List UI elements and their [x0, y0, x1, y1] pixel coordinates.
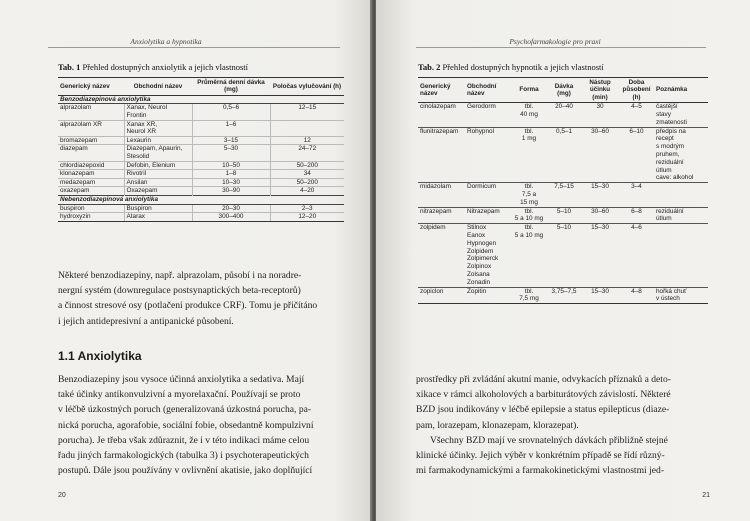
cell-line: Ansilan	[126, 178, 148, 186]
cell-generic-name	[58, 120, 124, 136]
cell-line: Stilnox	[467, 224, 487, 232]
cell-trade-name	[124, 120, 192, 136]
cell-line: Zolpinox	[467, 263, 492, 271]
cell-line: 4–6	[631, 224, 642, 232]
table-row	[58, 170, 344, 179]
cell-line: 20–40	[555, 103, 573, 111]
cell-form	[511, 207, 547, 224]
cell-line: Zolpimerck	[467, 255, 499, 263]
cell-generic-name	[58, 204, 124, 213]
cell-form	[511, 183, 547, 207]
cell-line: 5 a 10 mg	[514, 231, 544, 239]
cell-dose	[547, 127, 581, 183]
cell-trade-name	[124, 170, 192, 179]
cell-form	[511, 127, 547, 183]
cell-line: častější	[656, 103, 678, 111]
cell-line: recept	[656, 135, 674, 143]
cell-trade-name	[124, 213, 192, 222]
cell-line: útlum	[656, 215, 672, 223]
cell-line: tbl.	[524, 127, 534, 135]
cell-line: alprazolam	[60, 104, 92, 112]
cell-line: tbl.	[524, 287, 534, 295]
cell-line: reziduální	[656, 158, 684, 166]
cell-line: tbl.	[524, 103, 534, 111]
text-line: prostředky při zvládání akutní manie, odvykacích příznaků a deto-	[416, 374, 671, 385]
cell-line: 0,5–6	[223, 104, 239, 112]
cell-line: nitrazepam	[420, 207, 452, 215]
table-row	[418, 127, 708, 183]
cell-line: 5–10	[556, 207, 572, 215]
header-rule-right	[416, 47, 706, 48]
cell-note	[654, 103, 708, 127]
cell-line: 6–8	[631, 207, 642, 215]
cell-generic-name	[418, 207, 465, 224]
cell-line: 15–30	[591, 287, 609, 295]
cell-line: cave: alkohol	[656, 174, 694, 182]
cell-duration	[619, 103, 654, 127]
text-line: nergní systém (downregulace postsynaptických beta-receptorů)	[58, 285, 301, 297]
cell-generic-name	[58, 213, 124, 222]
text-line: v léčbě úzkostných poruch (generalizovaná úzkostná porucha, pa-	[58, 404, 312, 416]
cell-line: Buspiron	[126, 204, 152, 212]
cell-dose	[192, 120, 270, 136]
cell-line: 3–15	[223, 136, 239, 144]
cell-line: 20–30	[222, 204, 240, 212]
cell-line: zolpidem	[420, 224, 446, 232]
cell-note	[654, 207, 708, 224]
cell-line: Zopitin	[467, 287, 487, 295]
hypnotics-table	[418, 77, 708, 304]
cell-line: medazepam	[60, 178, 96, 186]
cell-dose	[192, 178, 270, 187]
cell-halflife	[270, 170, 344, 179]
cell-line: Zolpidem	[467, 247, 494, 255]
cell-trade-name	[124, 178, 192, 187]
cell-line: 3,75–7,5	[551, 287, 577, 295]
cell-dose	[192, 104, 270, 120]
cell-duration	[619, 207, 654, 224]
cell-onset	[581, 287, 619, 304]
cell-line: hořká chuť	[656, 287, 687, 295]
cell-trade-name	[124, 104, 192, 120]
cell-line: Eanox	[467, 231, 486, 239]
cell-onset	[581, 207, 619, 224]
table2-caption	[418, 62, 604, 72]
cell-generic-name	[58, 161, 124, 170]
cell-dose	[192, 213, 270, 222]
cell-line: 7,5–15	[554, 183, 574, 191]
text-line: BZD jsou indikovány v léčbě epilepsie a status epilepticus (diaze-	[416, 404, 670, 416]
col-header-dose: Dávka (mg)	[547, 78, 581, 103]
cell-line: Hypnogen	[467, 239, 497, 247]
cell-line: reziduální	[656, 207, 684, 215]
cell-trade-name	[124, 145, 192, 161]
cell-line: cinolazepam	[420, 103, 456, 111]
cell-line: 12–20	[298, 213, 317, 221]
cell-generic-name	[58, 104, 124, 120]
cell-line: Xanax, Neurol	[126, 104, 167, 112]
cell-generic-name	[418, 103, 465, 127]
cell-line: 12–15	[298, 104, 317, 112]
cell-trade-name	[465, 183, 511, 207]
table-header-row	[418, 78, 708, 103]
cell-line: 7,5 mg	[519, 295, 539, 303]
cell-dose	[547, 287, 581, 304]
cell-line: útlum	[656, 166, 672, 174]
cell-halflife	[270, 120, 344, 136]
cell-line: 1–8	[225, 170, 237, 178]
cell-line: 15–30	[591, 183, 609, 191]
cell-dose	[192, 145, 270, 161]
cell-duration	[619, 224, 654, 287]
cell-dose	[547, 103, 581, 127]
cell-note	[654, 183, 708, 207]
cell-line: 1 mg	[521, 135, 537, 143]
cell-line: flunitrazepam	[420, 127, 459, 135]
cell-line: 15 mg	[520, 198, 538, 206]
table-row	[58, 204, 344, 213]
cell-duration	[619, 287, 654, 304]
cell-line: stavy	[656, 111, 671, 119]
cell-line: 300–400	[218, 213, 244, 221]
col-header-halflife: Poločas vylučování (h)	[270, 78, 344, 96]
table-row	[418, 207, 708, 224]
cell-line: předpis na	[656, 127, 686, 135]
table-row	[58, 213, 344, 222]
text-line: řadu jiných farmakologických (tabulka 3) i psychoterapeutických	[58, 450, 309, 462]
text-line: porucha). Je třeba však zdůraznit, že i v této indikaci máme celou	[58, 434, 310, 446]
right-page	[376, 0, 750, 521]
table-row	[58, 187, 344, 196]
cell-line: Nitrazepam	[467, 207, 500, 215]
col-header-trade: Obchodní název	[124, 78, 192, 96]
cell-onset	[581, 183, 619, 207]
col-header-trade: Obchodní název	[465, 78, 511, 103]
paragraph-bzd-indications	[416, 372, 706, 478]
cell-halflife	[270, 213, 344, 222]
cell-trade-name	[465, 287, 511, 304]
cell-line: pruhem,	[656, 151, 680, 158]
section-row-nonbenzodiazepine	[58, 195, 344, 204]
cell-line: Atarax	[126, 213, 145, 221]
table-row	[58, 145, 344, 161]
table-row	[418, 224, 708, 287]
cell-line: Xanax XR,	[126, 120, 158, 128]
cell-form	[511, 224, 547, 287]
table-row	[58, 178, 344, 187]
cell-line: 12	[303, 136, 311, 144]
col-header-onset: Nástup účinku (min)	[581, 78, 619, 103]
cell-dose	[192, 187, 270, 196]
cell-generic-name	[58, 145, 124, 161]
cell-note	[654, 127, 708, 183]
cell-halflife	[270, 161, 344, 170]
cell-generic-name	[58, 170, 124, 179]
col-header-duration: Doba působení (h)	[619, 78, 654, 103]
cell-line: 4–8	[631, 287, 642, 295]
col-header-form: Forma	[511, 78, 547, 103]
cell-note	[654, 224, 708, 287]
cell-line: 24–72	[298, 145, 317, 153]
cell-line: midazolam	[420, 183, 451, 191]
text-line: mi farmakodynamickými a farmakokinetickými vlastnostmi jed-	[416, 465, 665, 477]
cell-line: 4–20	[300, 187, 315, 195]
cell-line: 30–60	[591, 127, 609, 135]
header-rule-left	[48, 47, 340, 48]
cell-dose	[547, 207, 581, 224]
cell-line: Zolsana	[467, 270, 490, 278]
cell-dose	[192, 136, 270, 145]
cell-line: tbl.	[524, 207, 534, 215]
section-label: Benzodiazepinová anxiolytika	[58, 95, 344, 104]
cell-line: alprazolam XR	[60, 120, 102, 128]
cell-line: Rohypnol	[467, 127, 495, 135]
cell-line: bromazepam	[60, 136, 98, 144]
text-line: Některé benzodiazepiny, např. alprazolam, působí i na noradre-	[58, 270, 302, 281]
cell-halflife	[270, 187, 344, 196]
cell-line: 10–30	[222, 178, 240, 186]
table-row	[418, 183, 708, 207]
cell-duration	[619, 183, 654, 207]
cell-line: Rivotril	[126, 170, 147, 178]
cell-line: Oxazepam	[126, 187, 158, 195]
cell-line: Stesolid	[126, 152, 150, 160]
cell-line: 50–200	[296, 178, 318, 186]
cell-trade-name	[465, 103, 511, 127]
text-line: pam, lorazepam, klonazepam, klorazepat).	[416, 419, 579, 431]
cell-line: buspiron	[60, 204, 85, 212]
cell-line: 30	[596, 103, 604, 111]
text-line: nická porucha, agorafobie, sociální fobie, obsedantně kompulzivní	[58, 419, 314, 431]
cell-dose	[547, 183, 581, 207]
cell-line: oxazepam	[60, 187, 90, 195]
col-header-note: Poznámka	[654, 78, 708, 103]
cell-line: 15–30	[591, 224, 609, 232]
cell-onset	[581, 103, 619, 127]
cell-trade-name	[124, 187, 192, 196]
table1-caption-text: Přehled dostupných anxiolytik a jejich vlastností	[82, 62, 248, 72]
cell-line: tbl.	[524, 183, 534, 191]
paragraph-anxiolytika	[58, 372, 344, 478]
cell-line: 6–10	[629, 127, 644, 135]
table2-caption-text: Přehled dostupných hypnotik a jejich vlastností	[442, 62, 604, 72]
section-row-benzodiazepine	[58, 95, 344, 104]
cell-line: diazepam	[60, 145, 88, 153]
cell-generic-name	[418, 183, 465, 207]
cell-line: chlordiazepoxid	[60, 161, 105, 169]
running-head-left: Anxiolytika a hypnotika	[130, 37, 202, 46]
page-number-right: 21	[702, 492, 710, 499]
cell-onset	[581, 224, 619, 287]
text-line: Všechny BZD mají ve srovnatelných dávkách přibližně stejné	[430, 434, 668, 446]
text-line: také účinky antikonvulzivní a myorelaxační. Používají se proto	[58, 389, 301, 401]
cell-dose	[192, 161, 270, 170]
text-line: Benzodiazepiny jsou vysoce účinná anxiolytika a sedativa. Mají	[58, 374, 305, 385]
cell-dose	[547, 224, 581, 287]
cell-dose	[192, 170, 270, 179]
cell-halflife	[270, 204, 344, 213]
cell-onset	[581, 127, 619, 183]
cell-generic-name	[58, 187, 124, 196]
cell-line: v ústech	[656, 295, 680, 303]
cell-line: Defobin, Elenium	[126, 161, 176, 169]
cell-line: Dormicum	[467, 183, 497, 191]
cell-trade-name	[465, 207, 511, 224]
cell-form	[511, 287, 547, 304]
text-line: klinické účinky. Jejich výběr v konkrétním případě se řídí různý-	[416, 450, 665, 462]
table1-label: Tab. 1	[58, 62, 81, 72]
cell-trade-name	[124, 136, 192, 145]
cell-line: Diazepam, Apaurin,	[126, 145, 183, 153]
cell-line: 0,5–1	[556, 127, 572, 135]
section-title-anxiolytika: 1.1 Anxiolytika	[58, 349, 142, 363]
cell-note	[654, 287, 708, 304]
cell-line: 3–4	[631, 183, 642, 191]
cell-line: 4–5	[631, 103, 642, 111]
cell-line: s modrým	[656, 143, 685, 151]
table-row	[418, 287, 708, 304]
cell-generic-name	[418, 127, 465, 183]
anxiolytics-table	[58, 77, 344, 222]
paragraph-benzodiazepines-noradrenergic	[58, 268, 344, 329]
cell-line: 5 a 10 mg	[514, 215, 544, 223]
cell-line: Frontin	[126, 112, 147, 119]
cell-line: 5–30	[223, 145, 239, 153]
cell-halflife	[270, 104, 344, 120]
col-header-dose: Průměrná denní dávka (mg)	[192, 78, 270, 96]
cell-line: tbl.	[524, 224, 534, 232]
cell-duration	[619, 127, 654, 183]
table-row	[418, 103, 708, 127]
table2-label: Tab. 2	[418, 62, 441, 72]
cell-line: Gerodorm	[467, 103, 496, 111]
cell-generic-name	[418, 287, 465, 304]
cell-line: zmatenosti	[656, 118, 687, 126]
page-number-left: 20	[58, 492, 66, 499]
text-line: xikace v rámci alkoholových a barbiturátových závislostí. Některé	[416, 389, 671, 401]
col-header-generic: Generický název	[418, 78, 465, 103]
table-row	[58, 161, 344, 170]
table-row	[58, 104, 344, 120]
cell-line: zopiclon	[420, 287, 444, 295]
cell-halflife	[270, 178, 344, 187]
cell-form	[511, 103, 547, 127]
cell-line: 50–200	[296, 161, 318, 169]
table1-caption	[58, 62, 248, 72]
running-head-right: Psychofarmakologie pro praxi	[509, 37, 601, 46]
cell-line: Lexaurin	[126, 136, 152, 144]
cell-line: 5–10	[556, 224, 572, 232]
cell-generic-name	[58, 136, 124, 145]
text-line: a činnost stresové osy (potlačení produkce CRF). Tomu je přičítáno	[58, 300, 318, 312]
left-page	[0, 0, 372, 521]
cell-line: 40 mg	[520, 111, 538, 119]
cell-line: 10–50	[222, 161, 240, 169]
cell-trade-name	[465, 224, 511, 287]
cell-line: 34	[303, 170, 311, 178]
text-line: i jejich antidepresivní a antipanické působení.	[58, 315, 234, 327]
cell-trade-name	[124, 161, 192, 170]
cell-line: klonazepam	[60, 170, 95, 178]
cell-line: 30–60	[591, 207, 609, 215]
cell-line: 30–90	[222, 187, 240, 195]
cell-dose	[192, 204, 270, 213]
section-label: Nebenzodiazepinová anxiolytika	[58, 195, 344, 204]
cell-halflife	[270, 145, 344, 161]
cell-trade-name	[465, 127, 511, 183]
cell-line: Neurol XR	[126, 128, 156, 136]
cell-line: 2–3	[301, 204, 313, 212]
cell-line: 7,5 a	[521, 190, 537, 198]
table-row	[58, 120, 344, 136]
cell-line: 1–6	[225, 120, 237, 128]
cell-line: Zonadin	[467, 278, 491, 286]
table-row	[58, 136, 344, 145]
cell-halflife	[270, 136, 344, 145]
col-header-generic: Generický název	[58, 78, 124, 96]
cell-trade-name	[124, 204, 192, 213]
cell-line: hydroxyzin	[60, 213, 91, 221]
table-header-row	[58, 78, 344, 96]
text-line: postupů. Dále jsou používány v ovlivnění akatisie, jako doplňující	[58, 465, 313, 477]
cell-generic-name	[58, 178, 124, 187]
cell-generic-name	[418, 224, 465, 287]
